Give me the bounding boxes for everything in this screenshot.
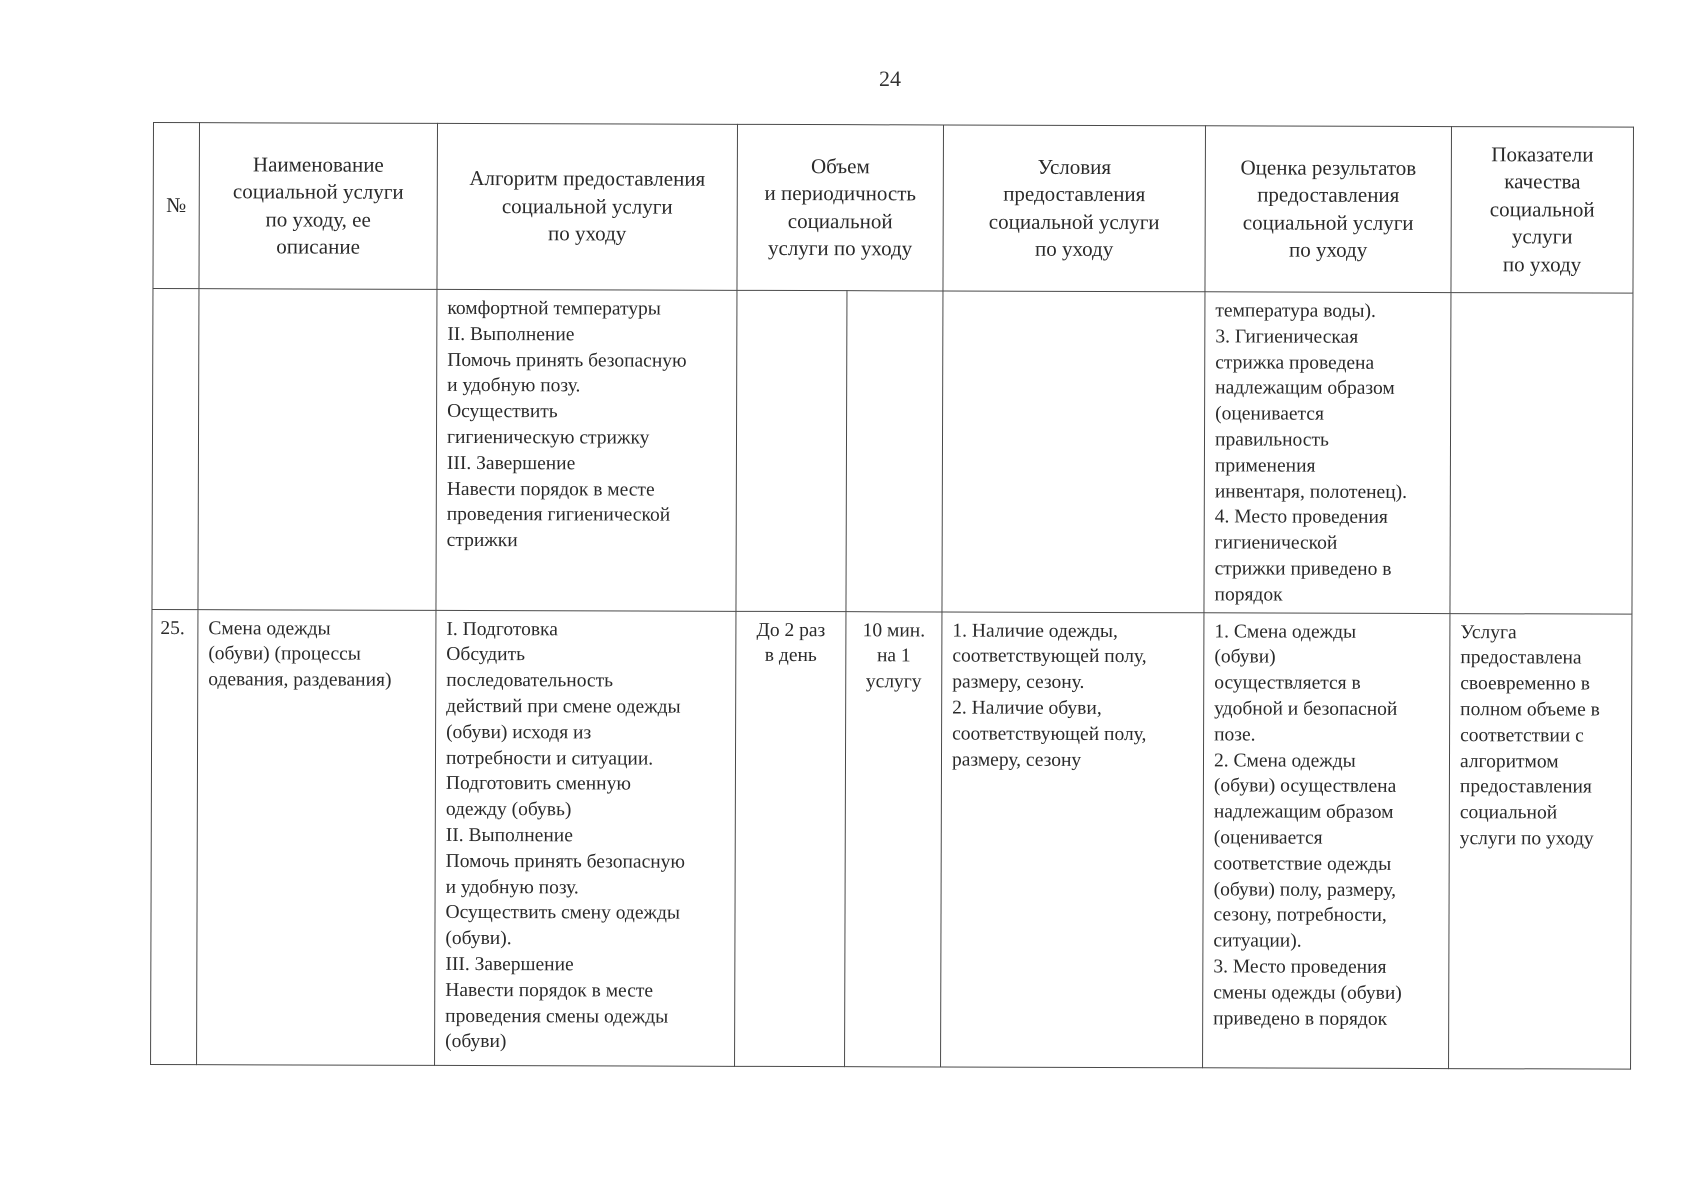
text-line: гигиеническую стрижку	[446, 426, 650, 449]
text-line: Оценка результатов	[1240, 154, 1417, 180]
text-line: 2. Наличие обуви,	[952, 697, 1102, 719]
text-line: 1. Смена одежды	[1214, 620, 1357, 643]
text-line: (оценивается	[1213, 827, 1323, 849]
text-line: II. Выполнение	[447, 323, 575, 346]
cell-number: 25.	[151, 609, 198, 1064]
header-evaluation	[1205, 126, 1452, 293]
text-line: по уходу	[547, 221, 627, 246]
text-line: стрижки	[446, 530, 518, 552]
text-line: позе.	[1214, 724, 1256, 746]
text-line: социальной услуги	[988, 209, 1160, 234]
text-line: Алгоритм предоставления	[469, 166, 706, 191]
text-line: социальной услуги	[232, 179, 404, 204]
text-line: (обуви)	[445, 1031, 507, 1053]
text-line: услуги по уходу	[1459, 828, 1594, 850]
text-line: на 1	[876, 645, 911, 667]
text-line: Обсудить	[446, 644, 526, 666]
text-line: Подготовить сменную	[445, 773, 631, 795]
text-line: применения	[1214, 455, 1316, 477]
text-line: осуществляется в	[1214, 672, 1361, 694]
text-line: сезону, потребности,	[1213, 904, 1387, 927]
table-row-continued	[152, 289, 1633, 614]
text-line: гигиенической	[1214, 532, 1338, 554]
cell-name	[197, 609, 436, 1065]
text-line: комфортной температуры	[447, 297, 661, 320]
text-line: услуги по уходу	[767, 235, 913, 261]
text-line: Условия	[1037, 154, 1112, 179]
text-line: 1. Наличие одежды,	[952, 620, 1118, 642]
table-row-25	[151, 609, 1632, 1069]
text-line: Помочь принять безопасную	[447, 349, 687, 372]
text-line: предоставления	[1459, 776, 1592, 798]
text-line: До 2 раз	[756, 619, 826, 641]
social-services-table	[150, 122, 1634, 1069]
text-line: инвентаря, полотенец).	[1214, 480, 1408, 503]
text-line: (обуви) осуществлена	[1213, 775, 1397, 798]
cell-algorithm	[436, 289, 737, 611]
text-line: в день	[764, 645, 817, 667]
text-line: предоставления	[1003, 181, 1146, 207]
text-line: проведения гигиенической	[446, 504, 671, 527]
text-line: приведено в порядок	[1213, 1007, 1388, 1030]
text-line: стрижки приведено в	[1214, 558, 1392, 580]
header-volume-frequency	[737, 124, 944, 291]
text-line: и периодичность	[764, 180, 917, 206]
text-line: предоставления	[1257, 182, 1400, 207]
text-line: порядок	[1214, 584, 1283, 606]
text-line: (обуви)	[1214, 646, 1276, 668]
text-line: потребности и ситуации.	[445, 747, 654, 770]
cell-conditions	[942, 291, 1205, 612]
text-line: и удобную позу.	[445, 876, 579, 898]
text-line: (обуви) полу, размеру,	[1213, 878, 1397, 901]
text-line: III. Завершение	[446, 452, 576, 475]
text-line: Навести порядок в месте	[446, 478, 655, 501]
cell-quality	[1450, 293, 1633, 614]
text-line: соответствующей полу,	[952, 645, 1147, 668]
text-line: предоставлена	[1460, 647, 1582, 669]
text-line: Смена одежды	[208, 617, 331, 640]
cell-duration	[845, 611, 942, 1066]
cell-frequency	[735, 611, 846, 1066]
text-line: Осуществить	[447, 401, 558, 423]
text-line: III. Завершение	[445, 953, 574, 976]
text-line: (обуви).	[445, 928, 512, 950]
cell-conditions	[941, 612, 1204, 1068]
text-line: услугу	[865, 671, 922, 693]
text-line: Услуга	[1460, 621, 1517, 643]
text-line: надлежащим образом	[1213, 801, 1394, 824]
text-line: Осуществить смену одежды	[445, 902, 681, 924]
text-line: соответствующей полу,	[952, 723, 1147, 745]
text-line: своевременно в	[1460, 673, 1590, 695]
text-line: полном объеме в	[1460, 699, 1600, 721]
text-line: (обуви) исходя из	[446, 721, 592, 744]
text-line: одежду (обувь)	[445, 799, 572, 821]
text-line: социальной	[1489, 196, 1595, 222]
cell-duration	[846, 291, 943, 612]
text-line: удобной и безопасной	[1214, 698, 1398, 720]
text-line: социальной услуги	[501, 193, 673, 219]
text-line: 10 мин.	[862, 619, 926, 641]
text-line: по уходу	[1288, 237, 1368, 262]
cell-evaluation	[1204, 292, 1451, 613]
text-line: описание	[276, 234, 360, 259]
text-line: Помочь принять безопасную	[445, 850, 686, 873]
cell-algorithm	[435, 610, 736, 1066]
text-line: размеру, сезону.	[952, 671, 1085, 694]
cell-number	[152, 289, 199, 610]
text-line: качества	[1504, 169, 1581, 194]
text-line: соответствие одежды	[1213, 853, 1392, 875]
text-line: последовательность	[446, 670, 614, 692]
text-line: надлежащим образом	[1215, 377, 1395, 400]
text-line: 4. Место проведения	[1214, 506, 1388, 529]
text-line: 2. Смена одежды	[1213, 749, 1356, 772]
header-row	[153, 123, 1634, 294]
text-line: социальной	[787, 208, 893, 233]
header-conditions	[943, 125, 1206, 292]
header-number: №	[153, 123, 200, 289]
text-line: и удобную позу.	[447, 375, 581, 397]
text-line: социальной	[1459, 802, 1558, 824]
text-line: правильность	[1214, 429, 1329, 451]
text-line: одевания, раздевания)	[208, 669, 392, 691]
text-line: размеру, сезону	[951, 749, 1082, 771]
text-line: по уходу	[1502, 251, 1582, 277]
cell-name	[198, 289, 437, 610]
text-line: Показатели	[1491, 141, 1594, 167]
header-quality	[1451, 127, 1634, 294]
text-line: услуги	[1511, 224, 1573, 249]
text-line: (оценивается	[1215, 403, 1324, 425]
page-number: 24	[879, 66, 901, 91]
header-algorithm	[437, 123, 738, 290]
text-line: I. Подготовка	[446, 618, 558, 640]
text-line: проведения смены одежды	[445, 1005, 669, 1028]
text-line: Объем	[810, 153, 870, 178]
text-line: II. Выполнение	[445, 824, 573, 847]
text-line: соответствии с	[1460, 724, 1584, 747]
text-line: по уходу	[1034, 236, 1114, 262]
cell-quality	[1449, 613, 1632, 1069]
text-line: температура воды).	[1215, 300, 1376, 322]
text-line: 3. Место проведения	[1213, 956, 1387, 978]
text-line: социальной услуги	[1242, 209, 1414, 235]
text-line: действий при смене одежды	[446, 695, 681, 718]
cell-evaluation	[1203, 612, 1450, 1068]
text-line: 3. Гигиеническая	[1215, 326, 1359, 348]
text-line: ситуации).	[1213, 930, 1302, 952]
cell-frequency	[736, 290, 847, 611]
text-line: по уходу, ее	[265, 206, 371, 232]
text-line: алгоритмом	[1459, 750, 1559, 772]
header-service-name	[199, 123, 438, 290]
text-line: смены одежды (обуви)	[1213, 982, 1402, 1004]
text-line: стрижка проведена	[1215, 351, 1375, 374]
text-line: Навести порядок в месте	[445, 979, 654, 1002]
text-line: (обуви) (процессы	[208, 643, 361, 666]
text-line: Наименование	[252, 151, 384, 177]
